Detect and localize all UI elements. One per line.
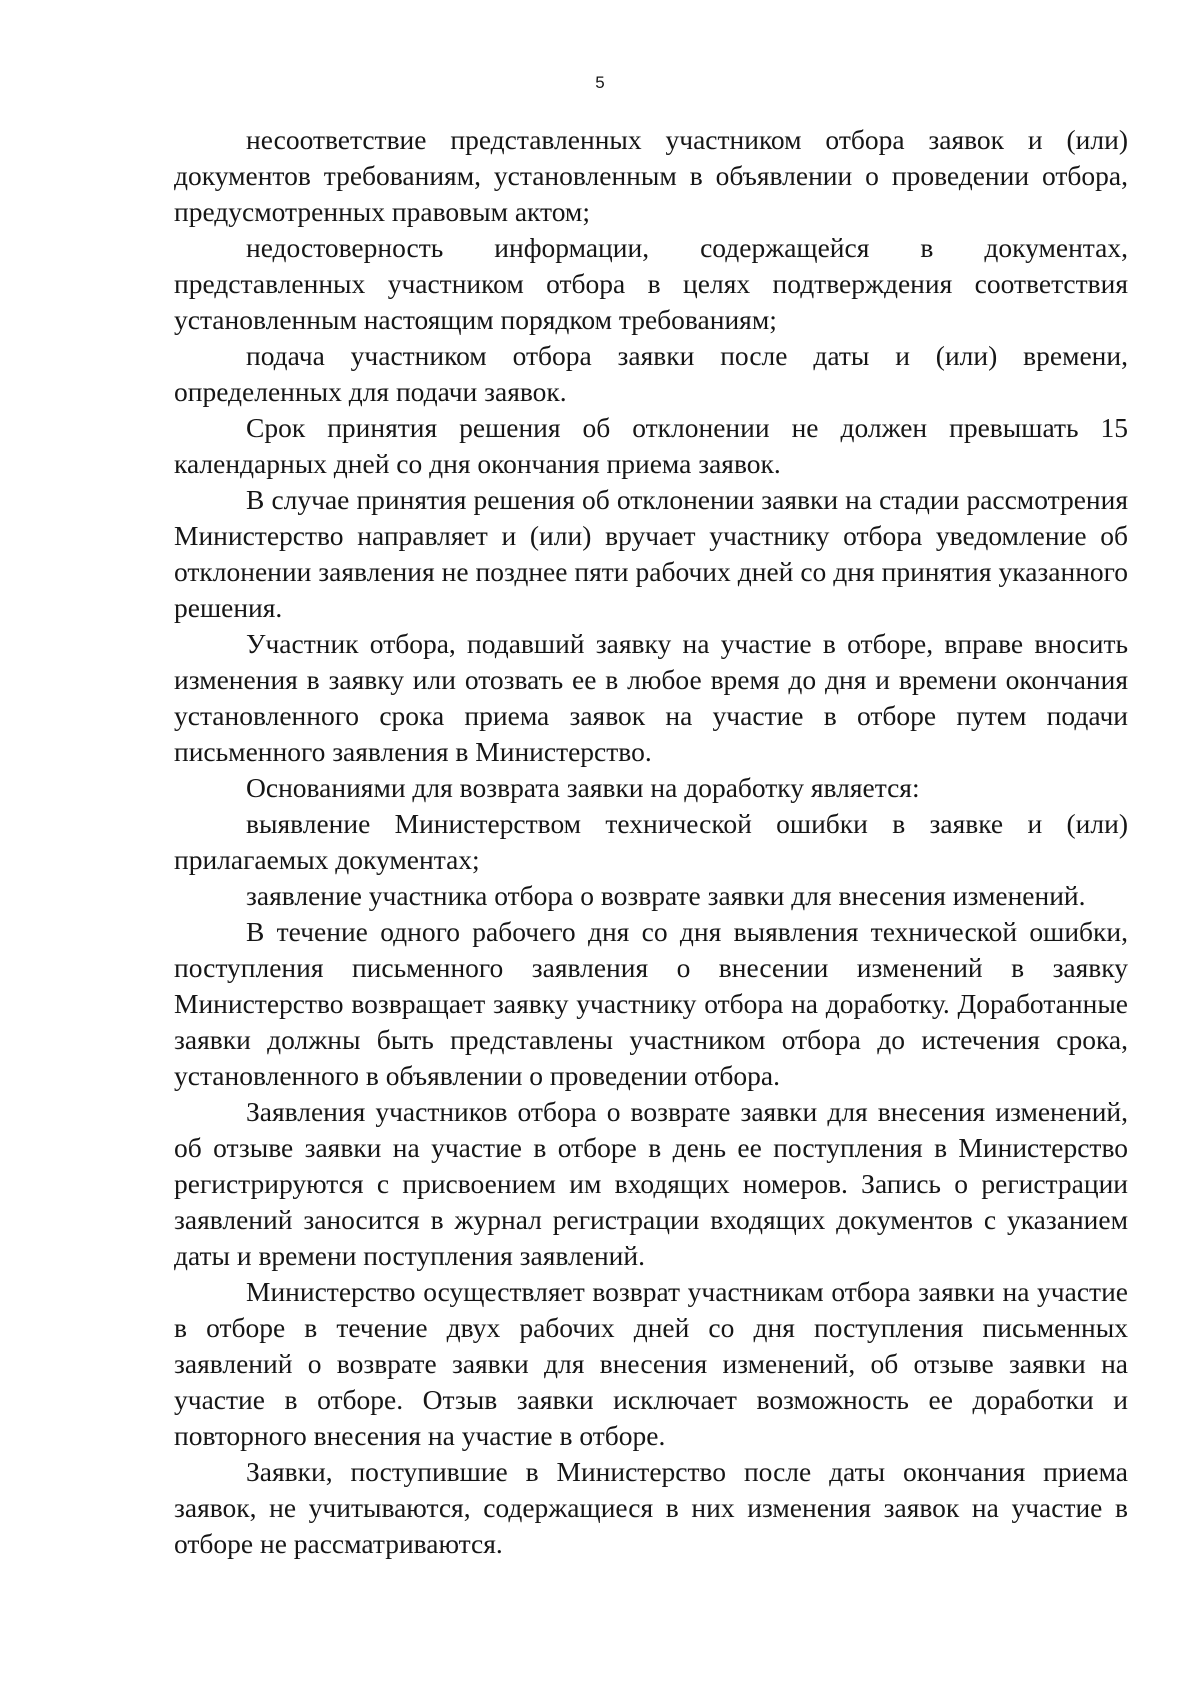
paragraph: Основаниями для возврата заявки на доработку является: xyxy=(246,772,920,803)
paragraph: Министерство осуществляет возврат участникам отбора заявки на участие в отборе в течение двух рабочих дней со дня поступления письменных заявлений о возврате заявки для внесения изменений, об отзыве заявки на участие в отборе. Отзыв заявки исключает возможность ее доработки и повторного внесения на участие в отборе. xyxy=(174,1276,1128,1451)
paragraph: В течение одного рабочего дня со дня выявления технической ошибки, поступления письменного заявления о внесении изменений в заявку Министерство возвращает заявку участнику отбора на доработку. Доработанные заявки должны быть представлены участником отбора до истечения срока, установленного в объявлении о проведении отбора. xyxy=(174,916,1128,1091)
paragraph: выявление Министерством технической ошибки в заявке и (или) прилагаемых документах; xyxy=(174,808,1128,875)
paragraph: несоответствие представленных участником отбора заявок и (или) документов требованиям, установленным в объявлении о проведении отбора, предусмотренных правовым актом; xyxy=(174,124,1128,227)
document-body xyxy=(174,122,1128,1562)
paragraph: недостоверность информации, содержащейся в документах, представленных участником отбора в целях подтверждения соответствия установленным настоящим порядком требованиям; xyxy=(174,232,1128,335)
paragraph: Участник отбора, подавший заявку на участие в отборе, вправе вносить изменения в заявку или отозвать ее в любое время до дня и времени окончания установленного срока приема заявок на участие в отборе путем подачи письменного заявления в Министерство. xyxy=(174,628,1128,767)
paragraph: Срок принятия решения об отклонении не должен превышать 15 календарных дней со дня окончания приема заявок. xyxy=(174,412,1128,479)
page-number: 5 xyxy=(595,73,605,92)
paragraph: заявление участника отбора о возврате заявки для внесения изменений. xyxy=(246,880,1086,911)
paragraph: подача участником отбора заявки после даты и (или) времени, определенных для подачи заявок. xyxy=(174,340,1128,407)
paragraph: Заявления участников отбора о возврате заявки для внесения изменений, об отзыве заявки на участие в отборе в день ее поступления в Министерство регистрируются с присвоением им входящих номеров. Запись о регистрации заявлений заносится в журнал регистрации входящих документов с указанием даты и времени поступления заявлений. xyxy=(174,1096,1128,1271)
paragraph: Заявки, поступившие в Министерство после даты окончания приема заявок, не учитываются, содержащиеся в них изменения заявок на участие в отборе не рассматриваются. xyxy=(174,1456,1128,1559)
paragraph: В случае принятия решения об отклонении заявки на стадии рассмотрения Министерство направляет и (или) вручает участнику отбора уведомление об отклонении заявления не позднее пяти рабочих дней со дня принятия указанного решения. xyxy=(174,484,1128,623)
